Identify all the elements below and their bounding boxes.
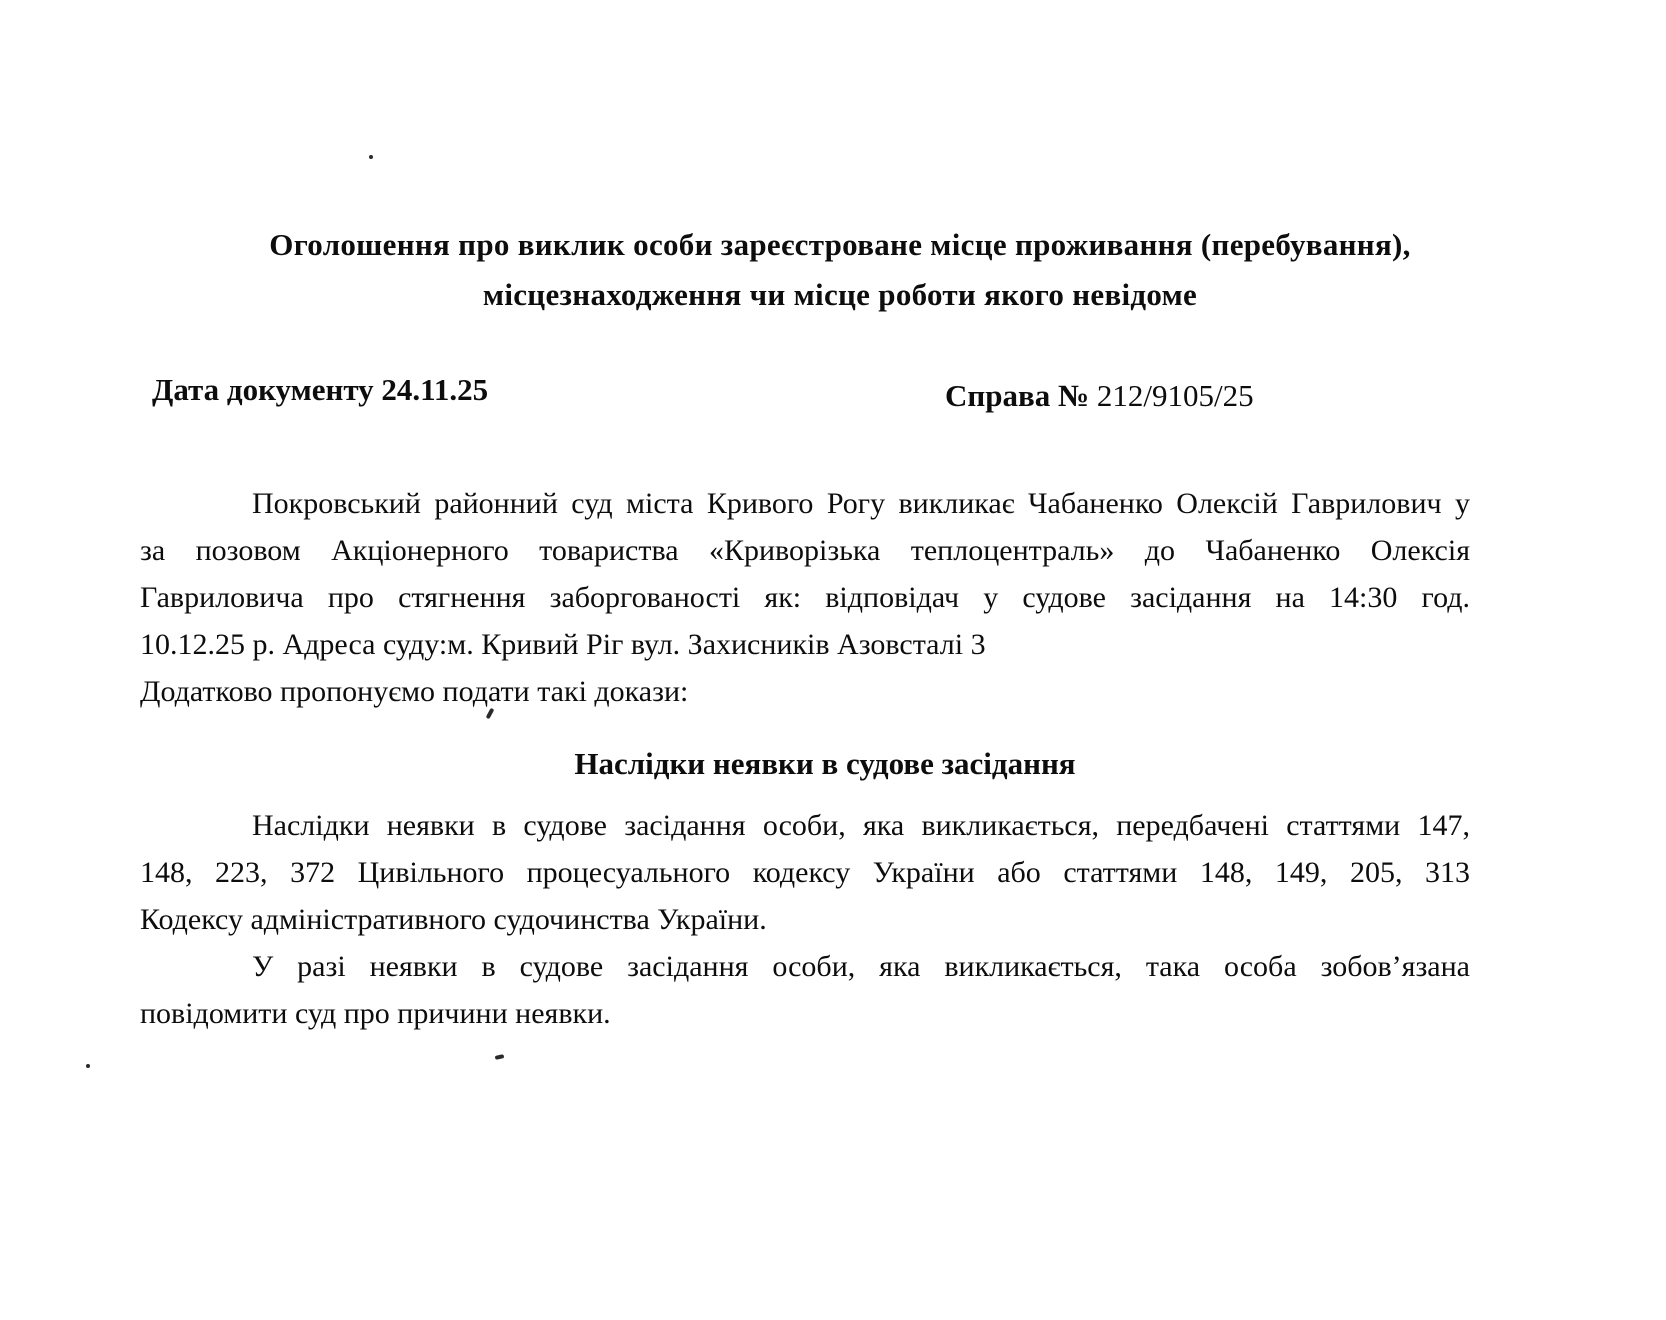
summons-line-3: Гавриловича про стягнення заборгованості як: відповідач у судове засідання на 14:30 год. [140, 581, 1470, 614]
document-meta-row [0, 372, 1666, 422]
obligation-line-1: У разі неявки в судове засідання особи, яка викликається, така особа зобов’язана [252, 950, 1470, 983]
court-address-line: 10.12.25 р. Адреса суду:м. Кривий Ріг вул. Захисників Азовсталі 3 [140, 628, 986, 661]
consequences-line-1: Наслідки неявки в судове засідання особи, яка викликається, передбачені статтями 147, [252, 809, 1470, 842]
case-number-value: 212/9105/25 [1096, 378, 1254, 413]
document-title-line2: місцезнаходження чи місце роботи якого невідоме [482, 277, 1198, 312]
evidence-request-line: Додатково пропонуємо подати такі докази: [140, 675, 689, 708]
scan-speck [369, 155, 373, 159]
scan-speck [86, 1064, 90, 1068]
case-number-label: Справа № [945, 378, 1090, 413]
scan-speck [495, 1054, 505, 1060]
consequences-line-2: 148, 223, 372 Цивільного процесуального кодексу України або статтями 148, 149, 205, 313 [140, 856, 1470, 889]
consequences-line-3: Кодексу адміністративного судочинства України. [140, 903, 767, 936]
body-paragraphs [140, 802, 1470, 1037]
obligation-line-2: повідомити суд про причини неявки. [140, 997, 611, 1030]
document-date-label: Дата документу [152, 372, 374, 407]
document-title [160, 220, 1520, 320]
summons-line-1: Покровський районний суд міста Кривого Рогу викликає Чабаненко Олексій Гаврилович у [252, 487, 1470, 520]
document-title-line1: Оголошення про виклик особи зареєстроване місце проживання (перебування), [269, 227, 1411, 262]
section-heading: Наслідки неявки в судове засідання [574, 746, 1076, 781]
summons-line-2: за позовом Акціонерного товариства «Криворізька теплоцентраль» до Чабаненко Олексія [140, 534, 1470, 567]
document-date-value: 24.11.25 [381, 372, 489, 407]
case-number [945, 378, 1254, 414]
document-date [152, 372, 488, 408]
summons-paragraph [140, 480, 1470, 715]
